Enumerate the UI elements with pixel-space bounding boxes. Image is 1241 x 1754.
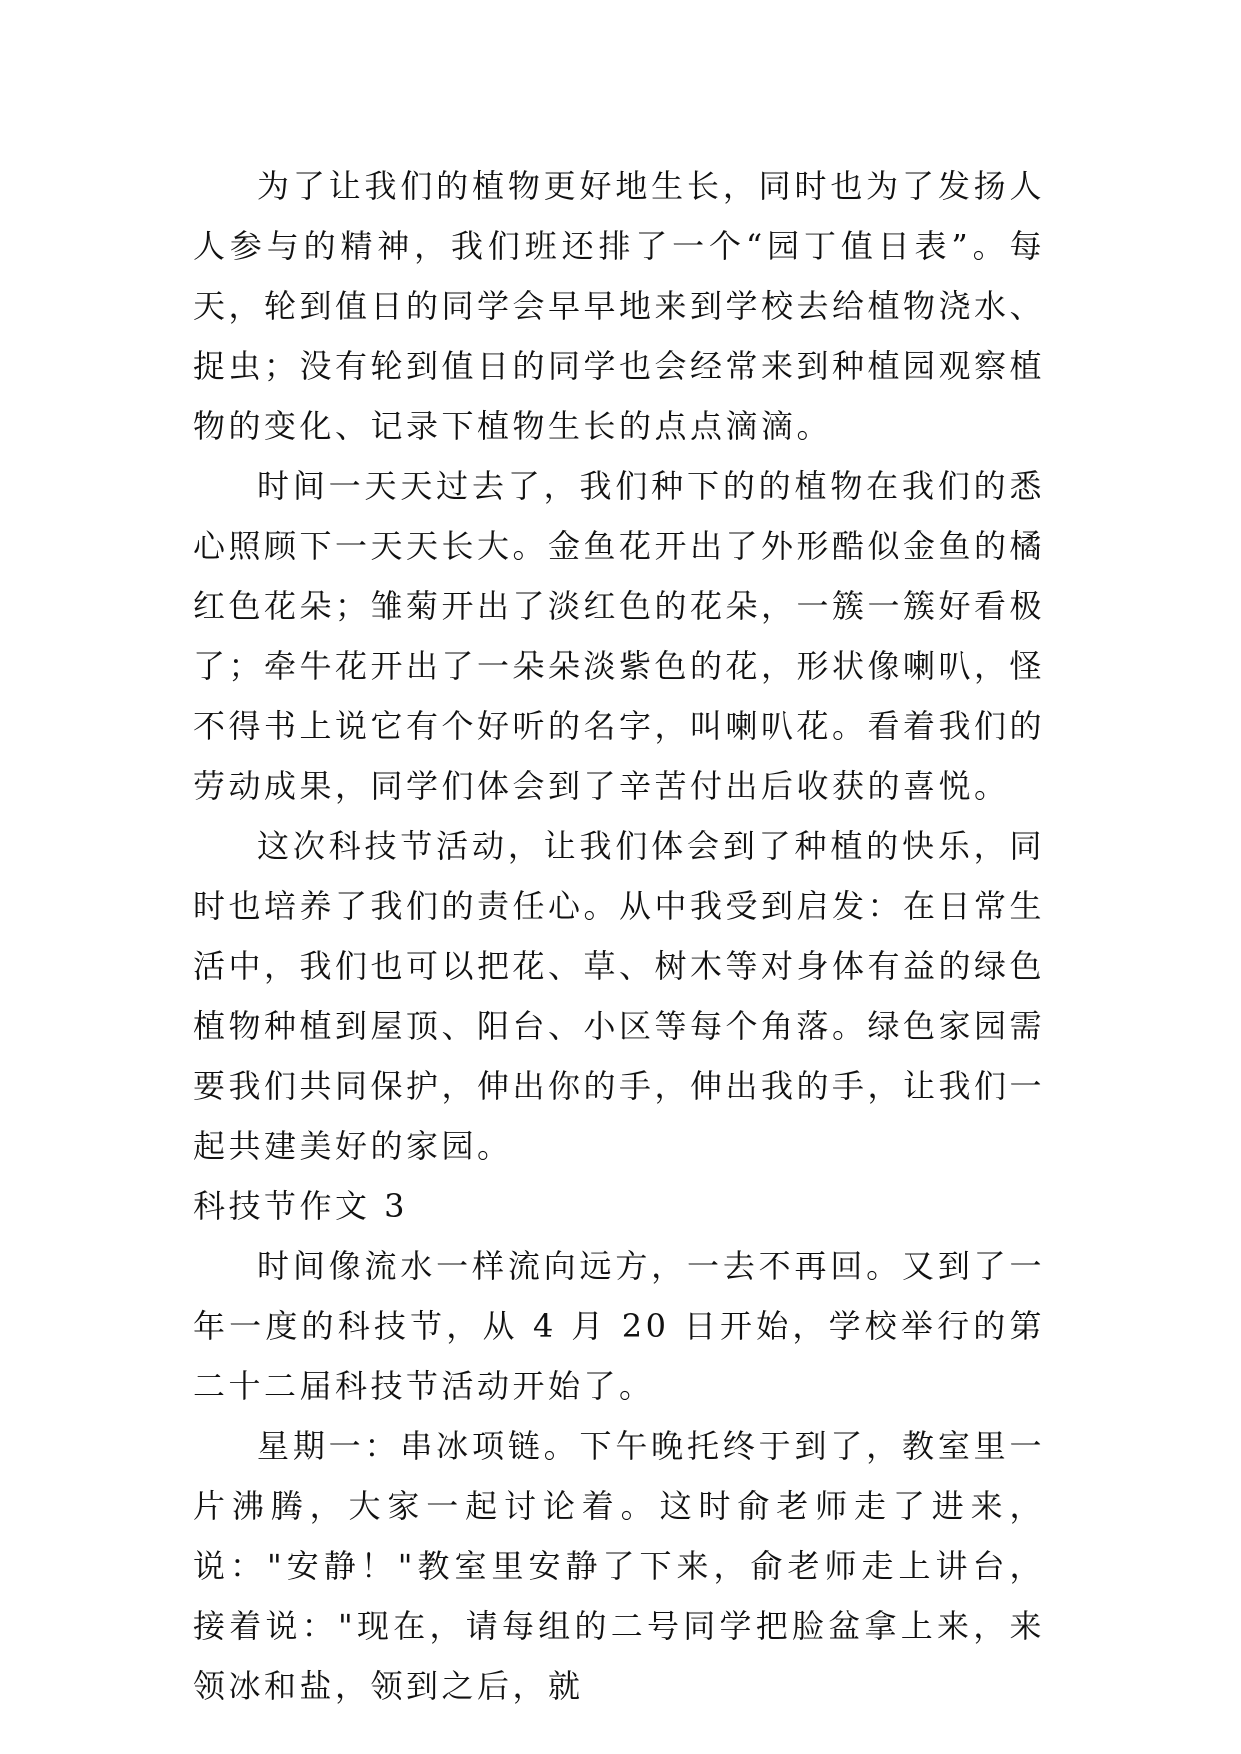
paragraph-gardener-duty: 为了让我们的植物更好地生长，同时也为了发扬人人参与的精神，我们班还排了一个“园丁值日表”。每天，轮到值日的同学会早早地来到学校去给植物浇水、捉虫；没有轮到值日的同学也会经常来到种植园观察植物的变化、记录下植物生长的点点滴滴。 <box>193 167 1046 445</box>
paragraph-tech-festival-start: 时间像流水一样流向远方，一去不再回。又到了一年一度的科技节，从 4 月 20 日开始，学校举行的第二十二届科技节活动开始了。 <box>193 1247 1045 1405</box>
section-heading: 科技节作文 3 <box>193 1187 409 1225</box>
paragraph-plants-growing: 时间一天天过去了，我们种下的的植物在我们的悉心照顾下一天天长大。金鱼花开出了外形酷似金鱼的橘红色花朵；雏菊开出了淡红色的花朵，一簇一簇好看极了；牵牛花开出了一朵朵淡紫色的花，形状像喇叭，怪不得书上说它有个好听的名字，叫喇叭花。看着我们的劳动成果，同学们体会到了辛苦付出后收获的喜悦。 <box>193 467 1046 805</box>
paragraph-conclusion: 这次科技节活动，让我们体会到了种植的快乐，同时也培养了我们的责任心。从中我受到启发：在日常生活中，我们也可以把花、草、树木等对身体有益的绿色植物种植到屋顶、阳台、小区等每个角落。绿色家园需要我们共同保护，伸出你的手，伸出我的手，让我们一起共建美好的家园。 <box>193 827 1046 1165</box>
paragraph-ice-necklace: 星期一：串冰项链。下午晚托终于到了，教室里一片沸腾，大家一起讨论着。这时俞老师走了进来，说："安静！"教室里安静了下来，俞老师走上讲台，接着说："现在，请每组的二号同学把脸盆拿上来，来领冰和盐，领到之后，就 <box>193 1427 1045 1705</box>
document-body <box>193 156 1045 1716</box>
